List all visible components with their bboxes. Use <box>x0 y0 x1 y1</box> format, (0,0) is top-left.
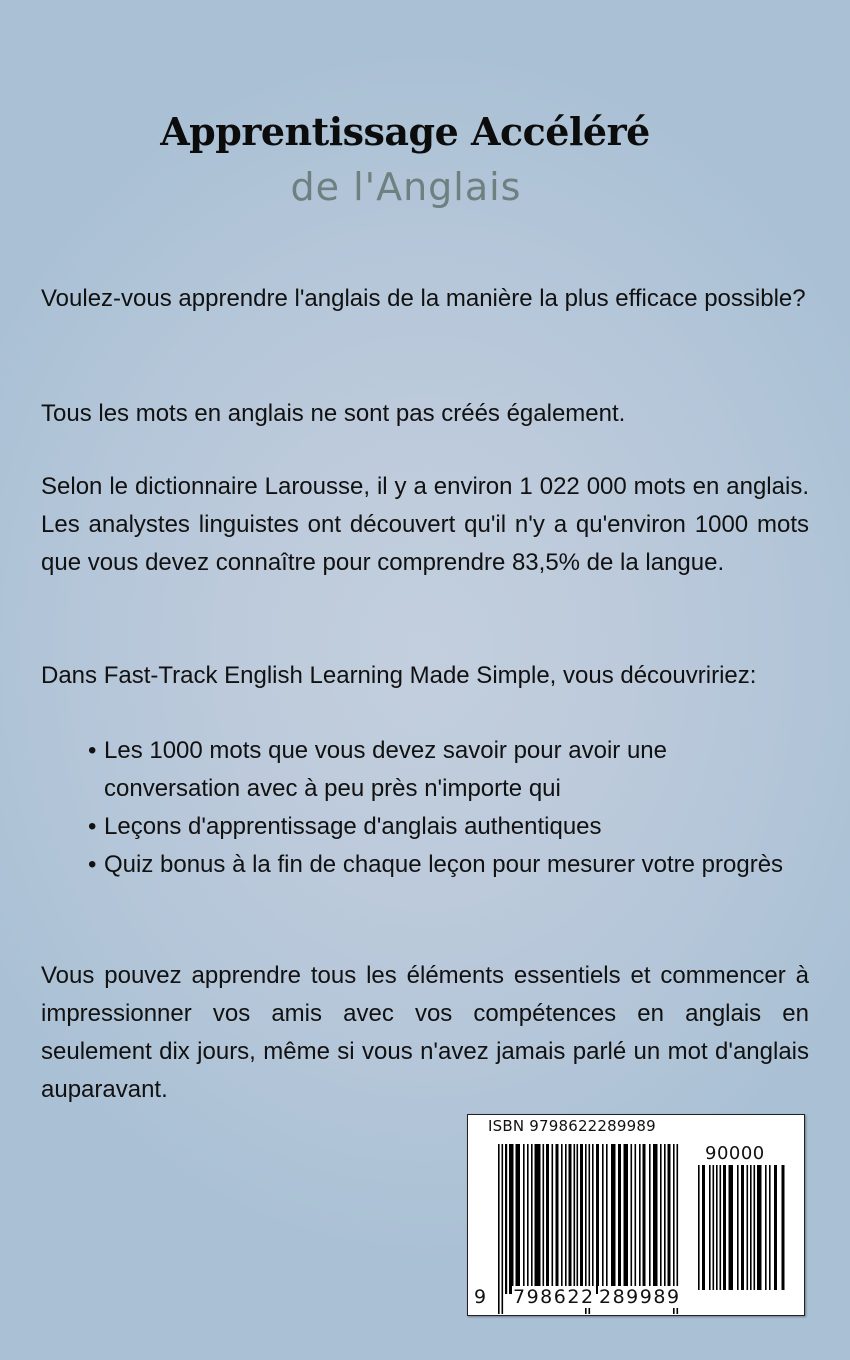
feature-list <box>88 732 788 884</box>
feature-list-item <box>88 808 788 846</box>
isbn-barcode <box>467 1114 805 1316</box>
bullet-icon: • <box>88 813 97 840</box>
description-paragraph-4: Dans Fast-Track English Learning Made Simple, vous découvririez: <box>41 662 757 689</box>
description-paragraph-2: Tous les mots en anglais ne sont pas créés également. <box>41 400 626 427</box>
barcode-digits-right: 289989 <box>599 1286 681 1308</box>
description-paragraph-3: Selon le dictionnaire Larousse, il y a environ 1 022 000 mots en anglais. Les analystes linguistes ont découvert qu'il n'y a qu'environ 1000 mots que vous devez connaître pour comprendre 83,5% de la langue. <box>41 473 809 576</box>
feature-text: Quiz bonus à la fin de chaque leçon pour mesurer votre progrès <box>104 851 784 878</box>
feature-list-item <box>88 732 788 808</box>
bullet-icon: • <box>88 851 97 878</box>
barcode-digits-left: 798622 <box>513 1286 595 1308</box>
bullet-icon: • <box>88 737 97 764</box>
feature-text: Leçons d'apprentissage d'anglais authentiques <box>104 813 602 840</box>
cover-title: Apprentissage Accéléré <box>160 109 650 154</box>
feature-list-item <box>88 846 788 884</box>
description-paragraph-1: Voulez-vous apprendre l'anglais de la manière la plus efficace possible? <box>41 285 806 312</box>
description-paragraph-5: Vous pouvez apprendre tous les éléments essentiels et commencer à impressionner vos amis avec vos compétences en anglais en seulement dix jours, même si vous n'avez jamais parlé un mot d'anglais auparavant. <box>41 962 809 1103</box>
addon-price-code: 90000 <box>705 1143 765 1164</box>
feature-text: Les 1000 mots que vous devez savoir pour avoir une conversation avec à peu près n'importe qui <box>104 737 668 802</box>
addon-barcode-bars-icon <box>697 1165 789 1290</box>
barcode-digit-prefix: 9 <box>474 1286 487 1308</box>
isbn-label: ISBN 9798622289989 <box>488 1117 656 1135</box>
cover-subtitle: de l'Anglais <box>290 165 522 209</box>
